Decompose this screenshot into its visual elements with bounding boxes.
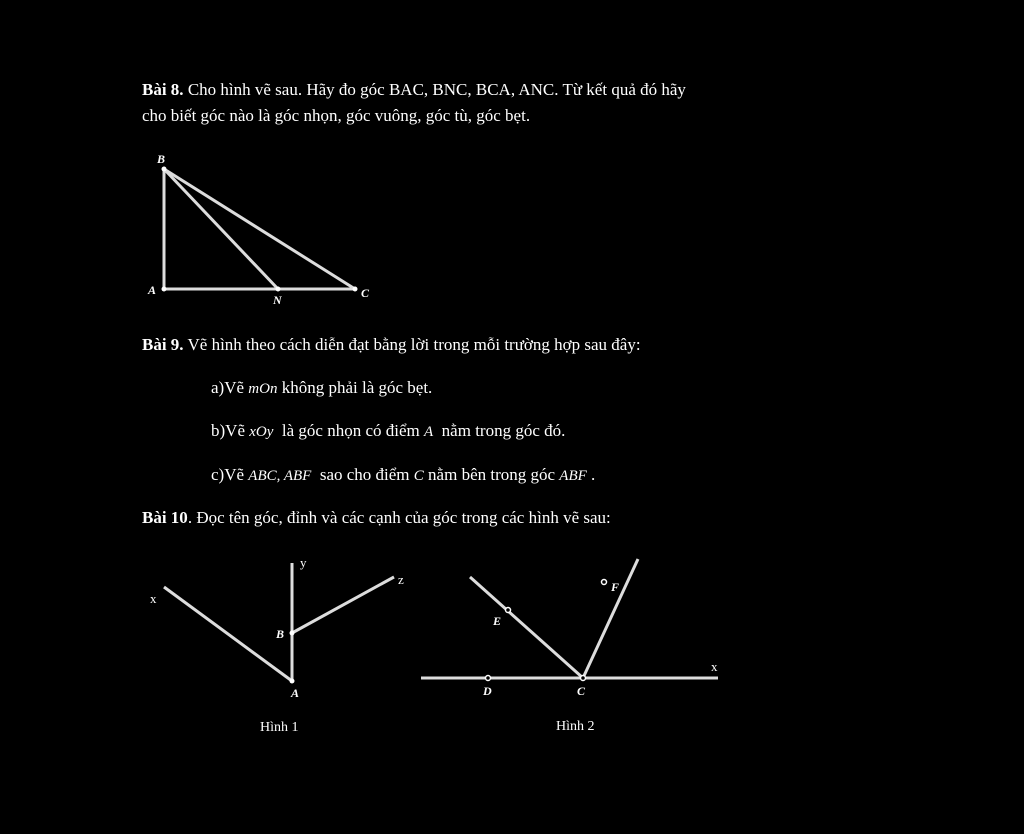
hinh1-caption: Hình 1 bbox=[260, 720, 299, 735]
bai8-line2: cho biết góc nào là góc nhọn, góc vuông, góc tù, góc bẹt. bbox=[142, 106, 531, 125]
hinh2-c-label: C bbox=[577, 684, 586, 698]
hinh1-y-label: y bbox=[300, 555, 307, 570]
hinh1-x-label: x bbox=[150, 591, 157, 606]
hinh2-e-label: E bbox=[493, 614, 502, 628]
hinh2-x-label: x bbox=[711, 659, 718, 674]
hinh2-caption: Hình 2 bbox=[556, 719, 595, 734]
hinh2-f-label: F bbox=[611, 580, 620, 594]
bai10-title: Bài 10 bbox=[142, 508, 188, 527]
bai9-title: Bài 9. bbox=[142, 335, 184, 354]
hinh1-a-label: A bbox=[291, 686, 300, 700]
bai10-text: . Đọc tên góc, đỉnh và các cạnh của góc trong các hình vẽ sau: bbox=[187, 508, 611, 527]
bai8-title: Bài 8. bbox=[142, 80, 184, 99]
point-b-label: B bbox=[157, 152, 166, 166]
bai9-item-c: c)Vẽ ABC, ABF sao cho điểm C nằm bên trong góc ABF . bbox=[211, 465, 596, 484]
bai9-item-b: b)Vẽ xOy là góc nhọn có điểm A nằm trong góc đó. bbox=[211, 421, 566, 440]
point-c-label: C bbox=[361, 286, 370, 300]
bai9-item-a: a)Vẽ mOn không phải là góc bẹt. bbox=[211, 378, 433, 397]
bai8-text1: Cho hình vẽ sau. Hãy đo góc BAC, BNC, BCA, ANC. Từ kết quả đó hãy bbox=[187, 80, 686, 99]
point-n-label: N bbox=[273, 293, 282, 307]
hinh1-z-label: z bbox=[398, 572, 404, 587]
hinh1-b-label: B bbox=[276, 627, 285, 641]
hinh2-d-label: D bbox=[483, 684, 492, 698]
point-a-label: A bbox=[148, 283, 157, 297]
bai9-text: Vẽ hình theo cách diễn đạt bằng lời trong mỗi trường hợp sau đây: bbox=[187, 335, 641, 354]
